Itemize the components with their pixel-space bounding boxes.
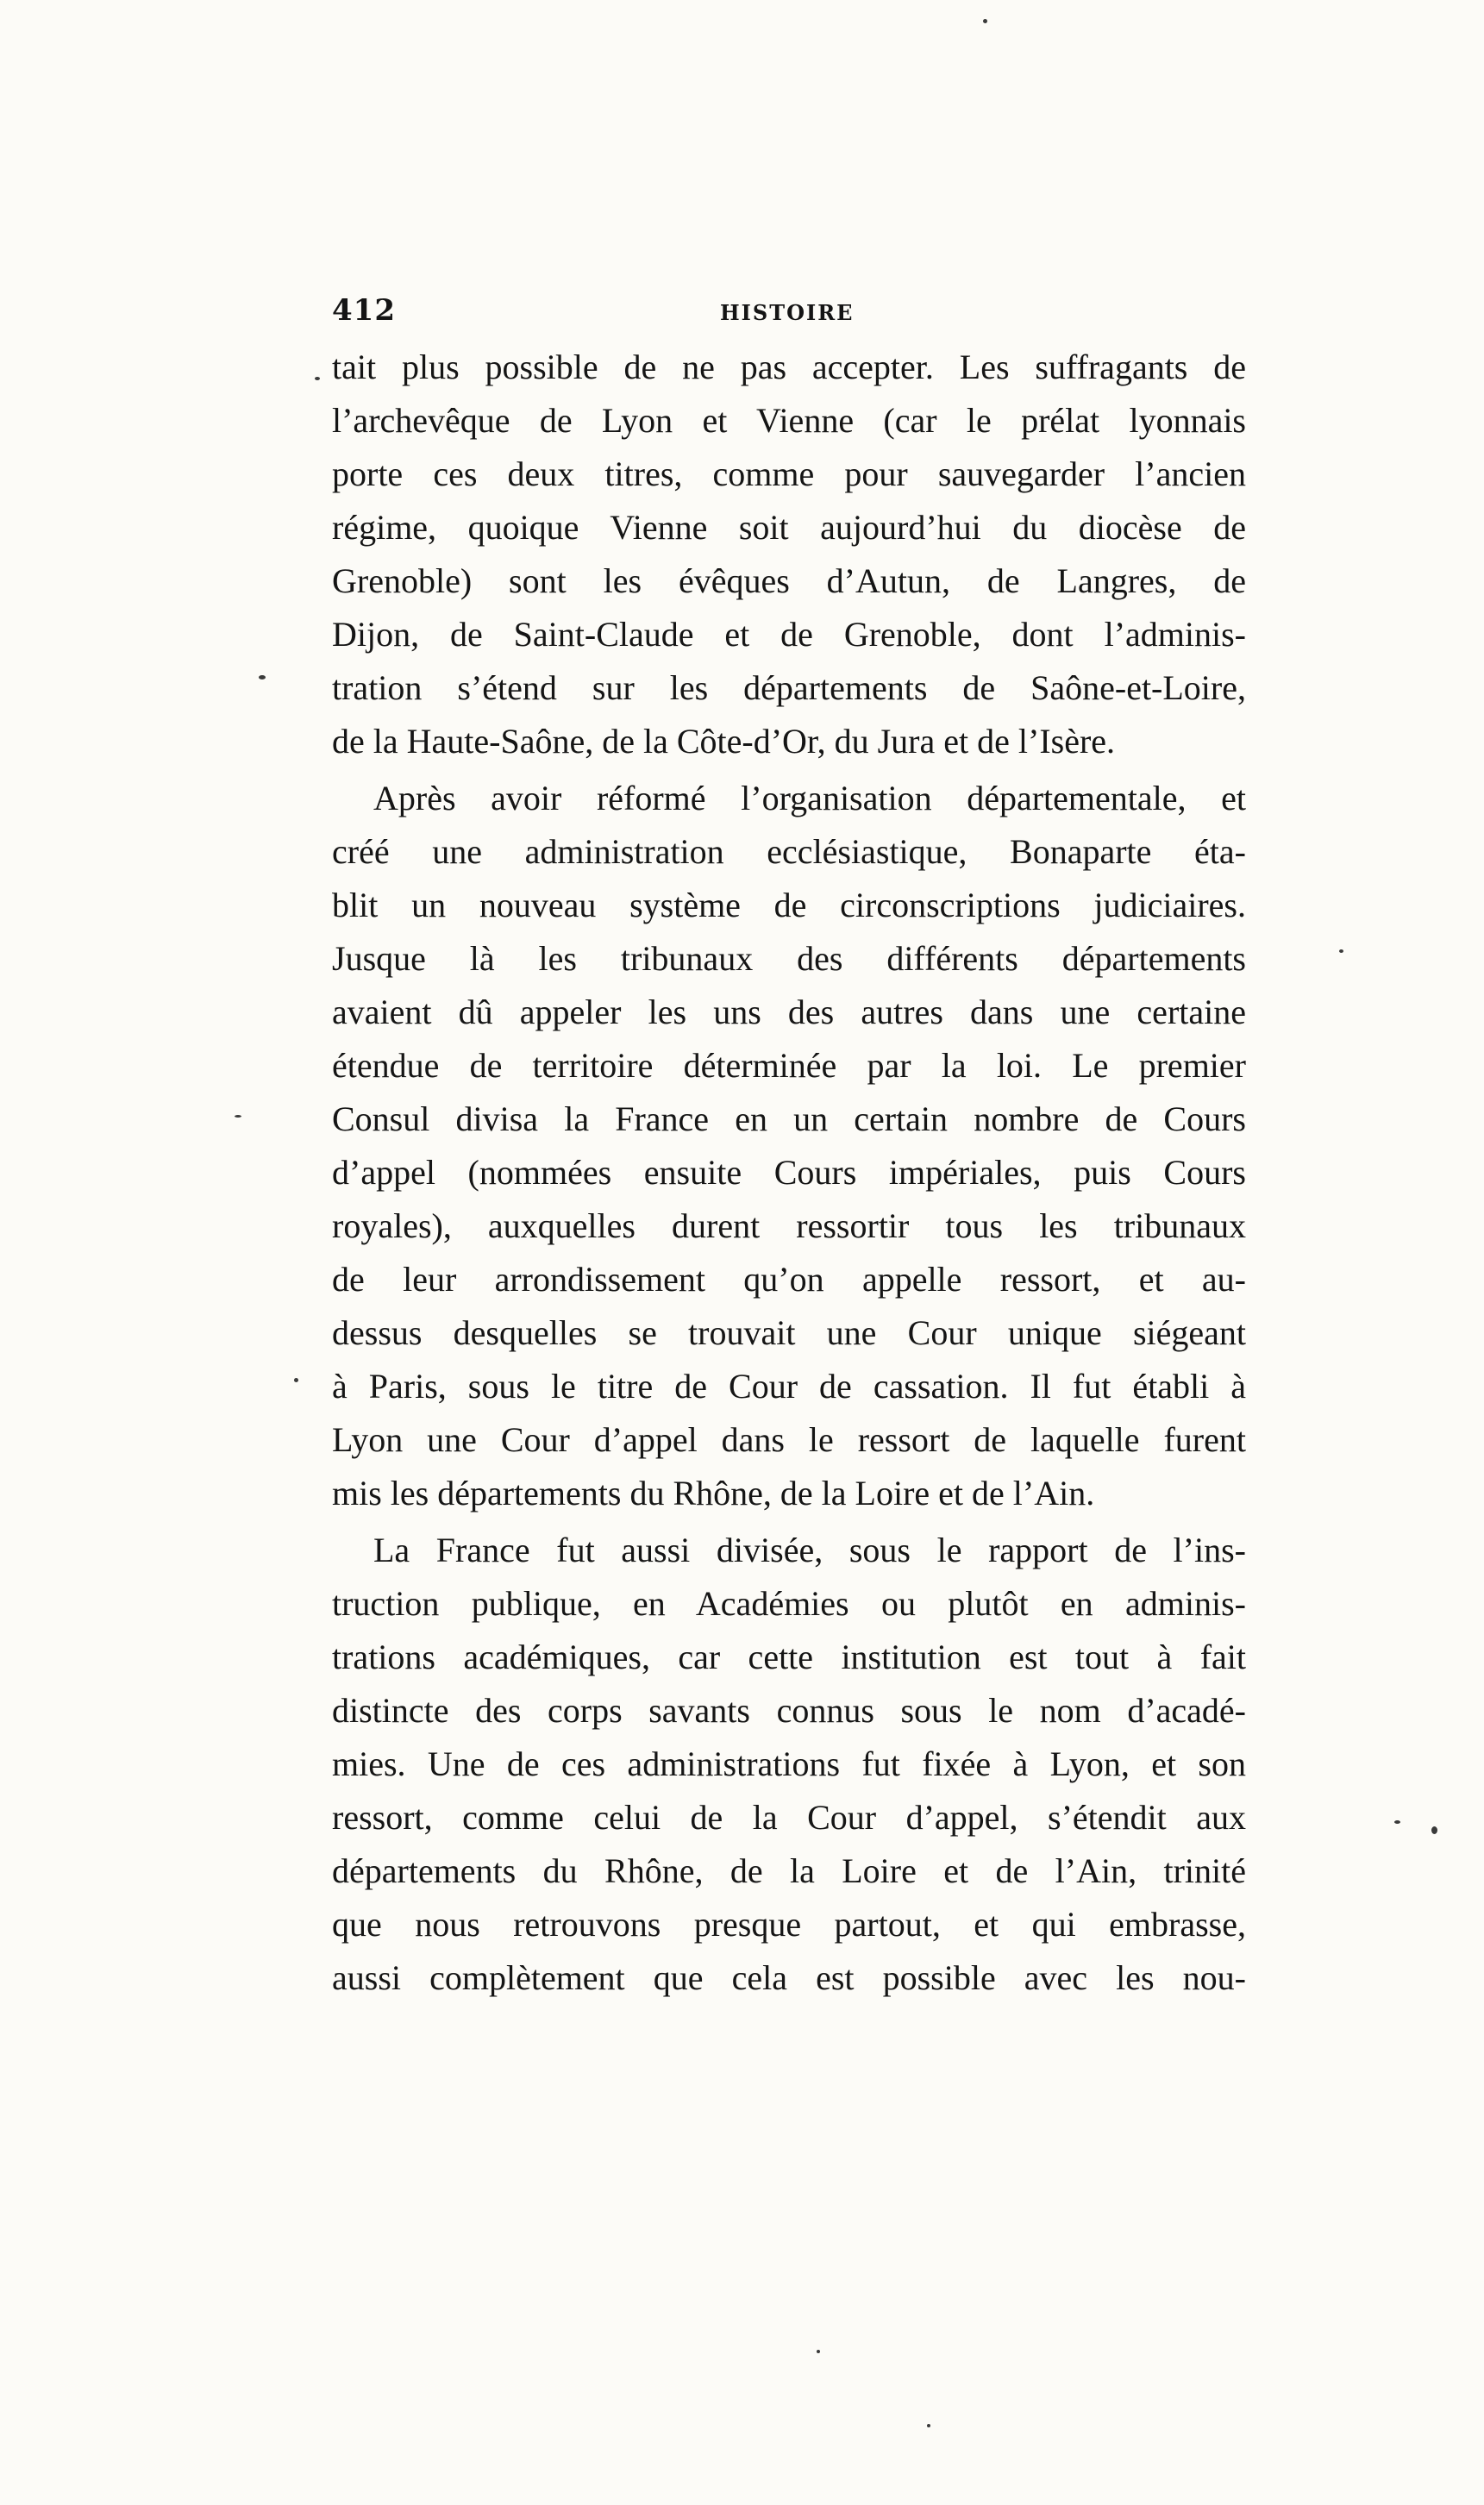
scan-speck bbox=[817, 2350, 820, 2353]
text-line: mis les départements du Rhône, de la Loire et de l’Ain. bbox=[332, 1474, 1095, 1512]
scan-speck bbox=[1394, 1820, 1400, 1824]
text-line: aussi complètement que cela est possible avec les nou- bbox=[332, 1958, 1246, 1997]
text-line: créé une administration ecclésiastique, Bonaparte éta- bbox=[332, 832, 1246, 871]
scan-speck bbox=[927, 2424, 930, 2427]
text-line: trations académiques, car cette institution est tout à fait bbox=[332, 1638, 1246, 1676]
text-line: Jusque là les tribunaux des différents départements bbox=[332, 939, 1246, 978]
text-line: de leur arrondissement qu’on appelle ressort, et au- bbox=[332, 1260, 1246, 1299]
scan-speck bbox=[294, 1378, 298, 1382]
paragraph-1 bbox=[332, 341, 1246, 768]
text-line: blit un nouveau système de circonscriptions judiciaires. bbox=[332, 886, 1246, 924]
scan-speck bbox=[235, 1115, 241, 1118]
text-line: avaient dû appeler les uns des autres dans une certaine bbox=[332, 993, 1246, 1031]
text-line: porte ces deux titres, comme pour sauvegarder l’ancien bbox=[332, 454, 1246, 493]
paragraph-3 bbox=[332, 1524, 1246, 2005]
running-title: HISTOIRE bbox=[720, 300, 855, 325]
text-line: à Paris, sous le titre de Cour de cassation. Il fut établi à bbox=[332, 1367, 1246, 1406]
text-line: que nous retrouvons presque partout, et qui embrasse, bbox=[332, 1905, 1246, 1944]
scan-speck bbox=[1339, 949, 1343, 953]
text-line: Après avoir réformé l’organisation départementale, et bbox=[373, 779, 1246, 817]
text-line: étendue de territoire déterminée par la loi. Le premier bbox=[332, 1046, 1246, 1085]
page-number: 412 bbox=[332, 293, 396, 328]
text-line: La France fut aussi divisée, sous le rapport de l’ins- bbox=[373, 1531, 1246, 1569]
text-line: Consul divisa la France en un certain nombre de Cours bbox=[332, 1099, 1246, 1138]
paragraph-2 bbox=[332, 772, 1246, 1520]
text-line: distincte des corps savants connus sous le nom d’acadé- bbox=[332, 1691, 1246, 1730]
text-line: d’appel (nommées ensuite Cours impériales, puis Cours bbox=[332, 1153, 1246, 1192]
scan-speck bbox=[315, 377, 320, 380]
text-line: départements du Rhône, de la Loire et de l’Ain, trinité bbox=[332, 1851, 1246, 1890]
page-header bbox=[332, 293, 1246, 328]
body-text bbox=[332, 341, 1246, 2005]
text-line: royales), auxquelles durent ressortir tous les tribunaux bbox=[332, 1206, 1246, 1245]
text-line: tration s’étend sur les départements de Saône-et-Loire, bbox=[332, 668, 1246, 707]
text-line: Lyon une Cour d’appel dans le ressort de laquelle furent bbox=[332, 1420, 1246, 1459]
scan-speck bbox=[1431, 1826, 1437, 1834]
scan-speck bbox=[259, 675, 266, 679]
text-line: ressort, comme celui de la Cour d’appel, s’étendit aux bbox=[332, 1798, 1246, 1837]
text-line: mies. Une de ces administrations fut fixée à Lyon, et son bbox=[332, 1744, 1246, 1783]
text-line: Grenoble) sont les évêques d’Autun, de Langres, de bbox=[332, 561, 1246, 600]
scan-speck bbox=[983, 19, 987, 23]
text-line: tait plus possible de ne pas accepter. Les suffragants de bbox=[332, 348, 1246, 386]
text-line: truction publique, en Académies ou plutôt en adminis- bbox=[332, 1584, 1246, 1623]
text-line: Dijon, de Saint-Claude et de Grenoble, dont l’adminis- bbox=[332, 615, 1246, 654]
text-line: dessus desquelles se trouvait une Cour unique siégeant bbox=[332, 1313, 1246, 1352]
text-line: de la Haute-Saône, de la Côte-d’Or, du Jura et de l’Isère. bbox=[332, 722, 1116, 761]
text-line: régime, quoique Vienne soit aujourd’hui du diocèse de bbox=[332, 508, 1246, 547]
text-line: l’archevêque de Lyon et Vienne (car le prélat lyonnais bbox=[332, 401, 1246, 440]
